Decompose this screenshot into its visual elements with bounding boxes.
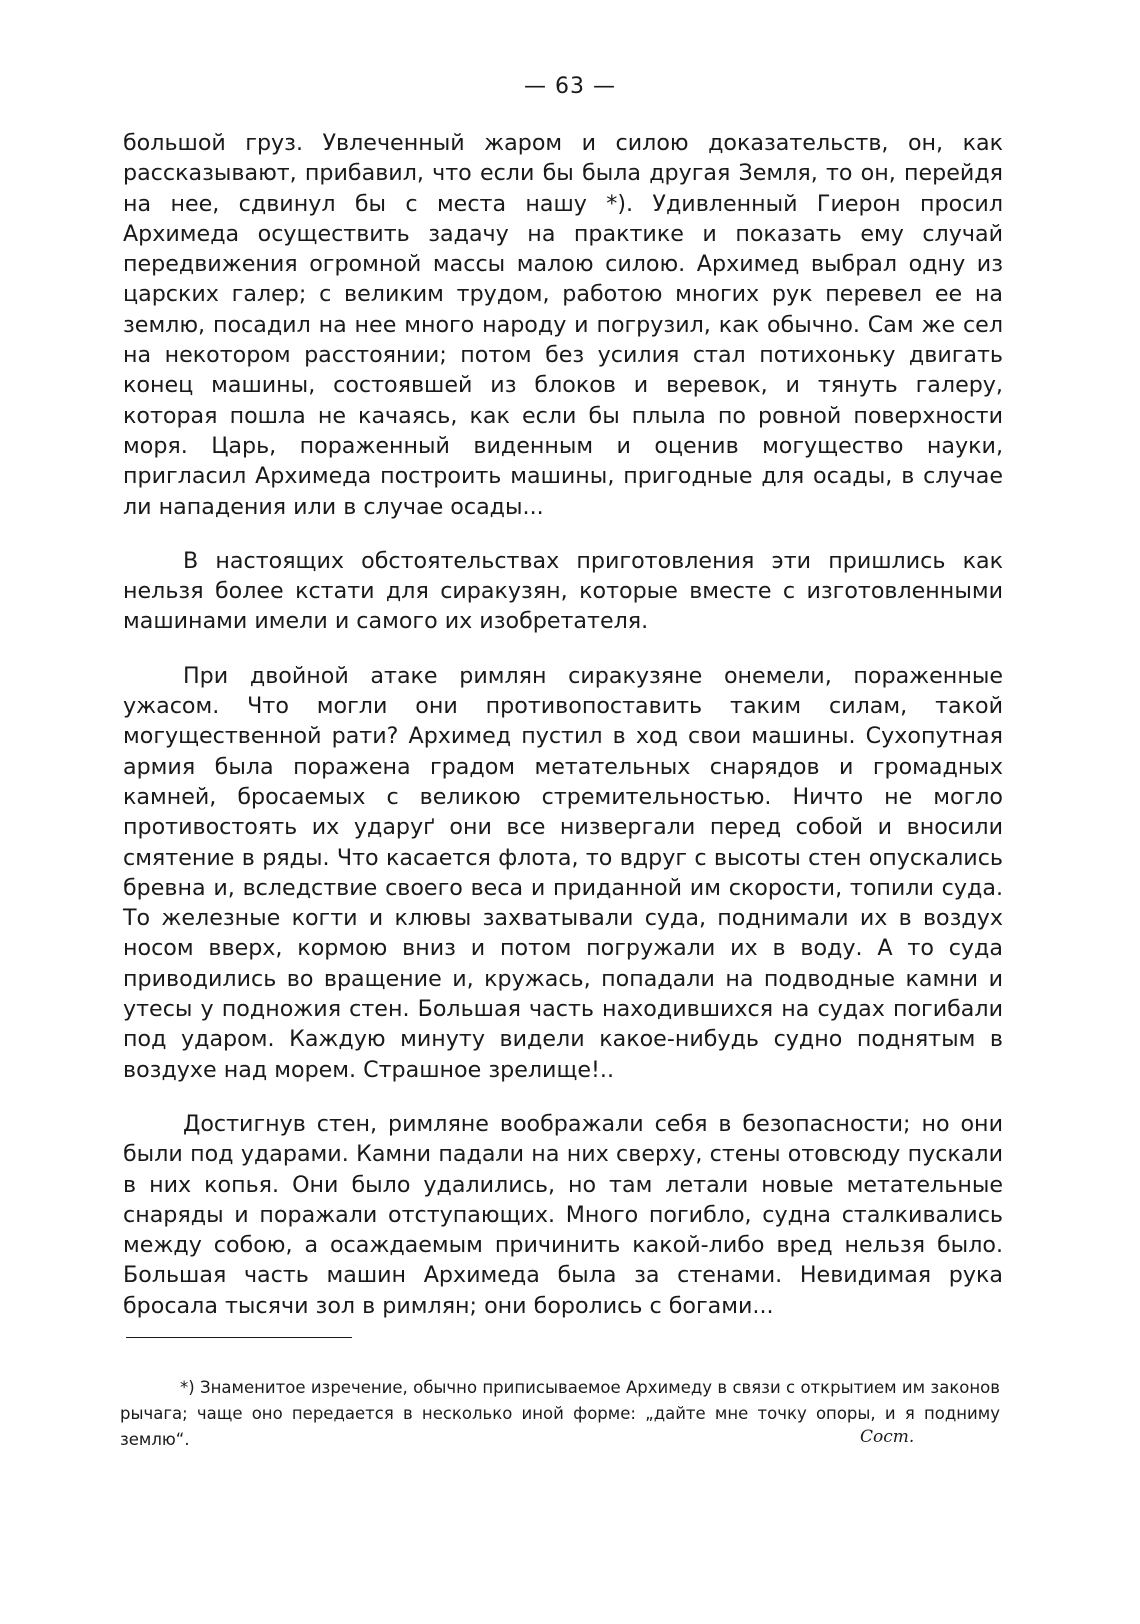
paragraph-4: Достигнув стен, римляне воображали себя в безопасности; но они были под ударами. Камни падали на них сверху, стены отовсюду пускали в них копья. Они было удалились, но там летали новые метательные снаряды и поражали отступающих. Много погибло, судна сталкивались между собою, а осаждаемым причинить какой-либо вред нельзя было. Большая часть машин Архимеда была за стенами. Невидимая рука бросала тысячи зол в римлян; они боролись с богами... xyxy=(123,1110,1003,1319)
footnote-text: *) Знаменитое изречение, обычно приписываемое Архимеду в связи с открытием им законов рычага; чаще оно передается в несколько иной форме: „дайте мне точку опоры, и я подниму землю“. xyxy=(120,1378,1000,1449)
footnote-attribution: Сост. xyxy=(860,1427,915,1447)
paragraph-1: большой груз. Увлеченный жаром и силою доказательств, он, как рассказывают, прибавил, что если бы была другая Земля, то он, перейдя на нее, сдвинул бы с места нашу *). Удивленный Гиерон просил Архимеда осуществить задачу на практике и показать ему случай передвижения огромной массы малою силою. Архимед выбрал одну из царских галер; с великим трудом, работою многих рук перевел ее на землю, посадил на нее много народу и погрузил, как обычно. Сам же сел на некотором расстоянии; потом без усилия стал потихоньку двигать конец машины, состоявшей из блоков и веревок, и тянуть галеру, которая пошла не качаясь, как если бы плыла по ровной поверхности моря. Царь, пораженный виденным и оценив могущество науки, пригласил Архимеда построить машины, пригодные для осады, в случае ли нападения или в случае осады... xyxy=(123,130,1003,520)
page-number: — 63 — xyxy=(524,74,616,99)
footnote-divider xyxy=(126,1337,352,1338)
main-text xyxy=(123,128,1003,1321)
paragraph-2: В настоящих обстоятельствах приготовления эти пришлись как нельзя более кстати для сиракузян, которые вместе с изготовленными машинами имели и самого их изобретателя. xyxy=(123,547,1003,635)
paragraph-3: При двойной атаке римлян сиракузяне онемели, пораженные ужасом. Что могли они противопоставить таким силам, такой могущественной рати? Архимед пустил в ход свои машины. Сухопутная армия была поражена градом метательных снарядов и громадных камней, бросаемых с великою стремительностью. Ничто не могло противостоять их ударуґ они все низвергали перед собой и вносили смятение в ряды. Что касается флота, то вдруг с высоты стен опускались бревна и, вследствие своего веса и приданной им скорости, топили суда. То железные когти и клювы захватывали суда, поднимали их в воздух носом вверх, кормою вниз и потом погружали их в воду. А то суда приводились во вращение и, кружась, попадали на подводные камни и утесы у подножия стен. Большая часть находившихся на судах погибали под ударом. Каждую минуту видели какое-нибудь судно поднятым в воздухе над морем. Страшное зрелище!.. xyxy=(123,662,1003,1083)
